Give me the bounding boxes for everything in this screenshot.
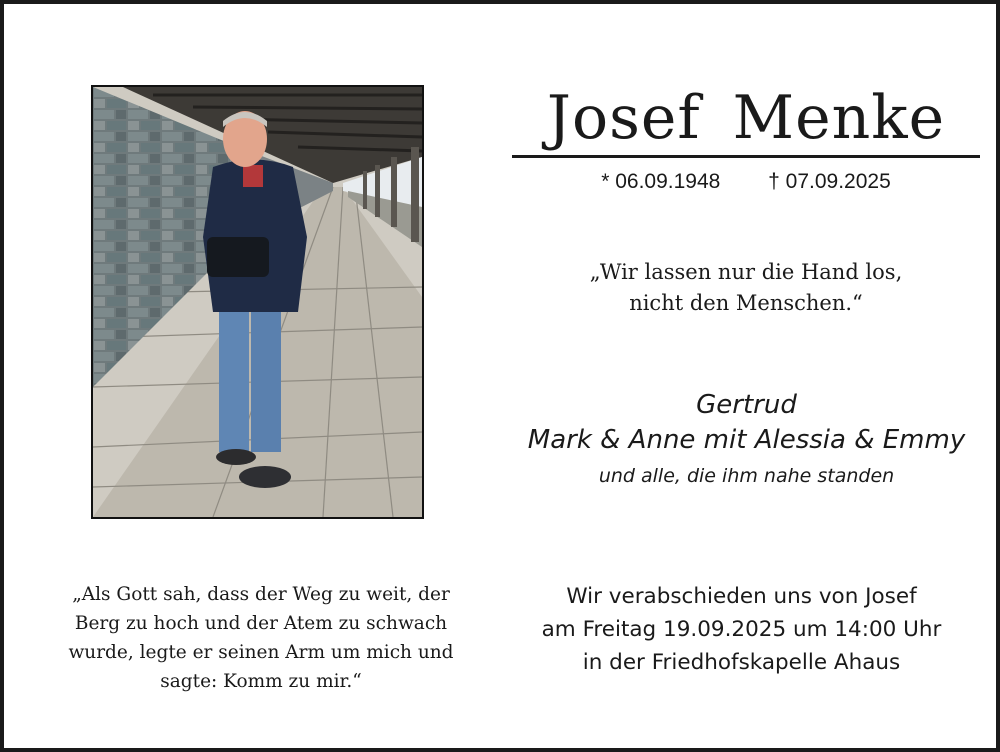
service-line: am Freitag 19.09.2025 um 14:00 Uhr	[541, 617, 942, 642]
poem-quote-line: „Als Gott sah, dass der Weg zu weit, der	[72, 584, 450, 605]
farewell-quote-line: „Wir lassen nur die Hand los,	[589, 260, 903, 284]
mourners	[494, 388, 999, 492]
portrait-photo	[91, 85, 424, 519]
poem-quote	[26, 580, 496, 696]
poem-quote-line: Berg zu hoch und der Atem zu schwach	[74, 613, 448, 634]
mourners-others: und alle, die ihm nahe standen	[598, 465, 895, 487]
farewell-quote	[512, 257, 980, 319]
birth-date: * 06.09.1948	[601, 170, 721, 193]
life-dates	[512, 169, 980, 195]
farewell-quote-line: nicht den Menschen.“	[629, 291, 863, 315]
poem-quote-line: sagte: Komm zu mir.“	[160, 671, 362, 692]
mourner-name: Gertrud	[696, 390, 797, 420]
portrait-photo-image	[93, 87, 422, 517]
service-line: Wir verabschieden uns von Josef	[566, 584, 917, 609]
name-divider	[512, 155, 980, 158]
service-line: in der Friedhofskapelle Ahaus	[582, 650, 901, 675]
mourner-name: Mark & Anne mit Alessia & Emmy	[527, 425, 966, 455]
poem-quote-line: wurde, legte er seinen Arm um mich und	[68, 642, 454, 663]
death-date: † 07.09.2025	[768, 170, 891, 193]
deceased-name: Josef Menke	[546, 83, 946, 153]
service-details	[509, 580, 974, 679]
